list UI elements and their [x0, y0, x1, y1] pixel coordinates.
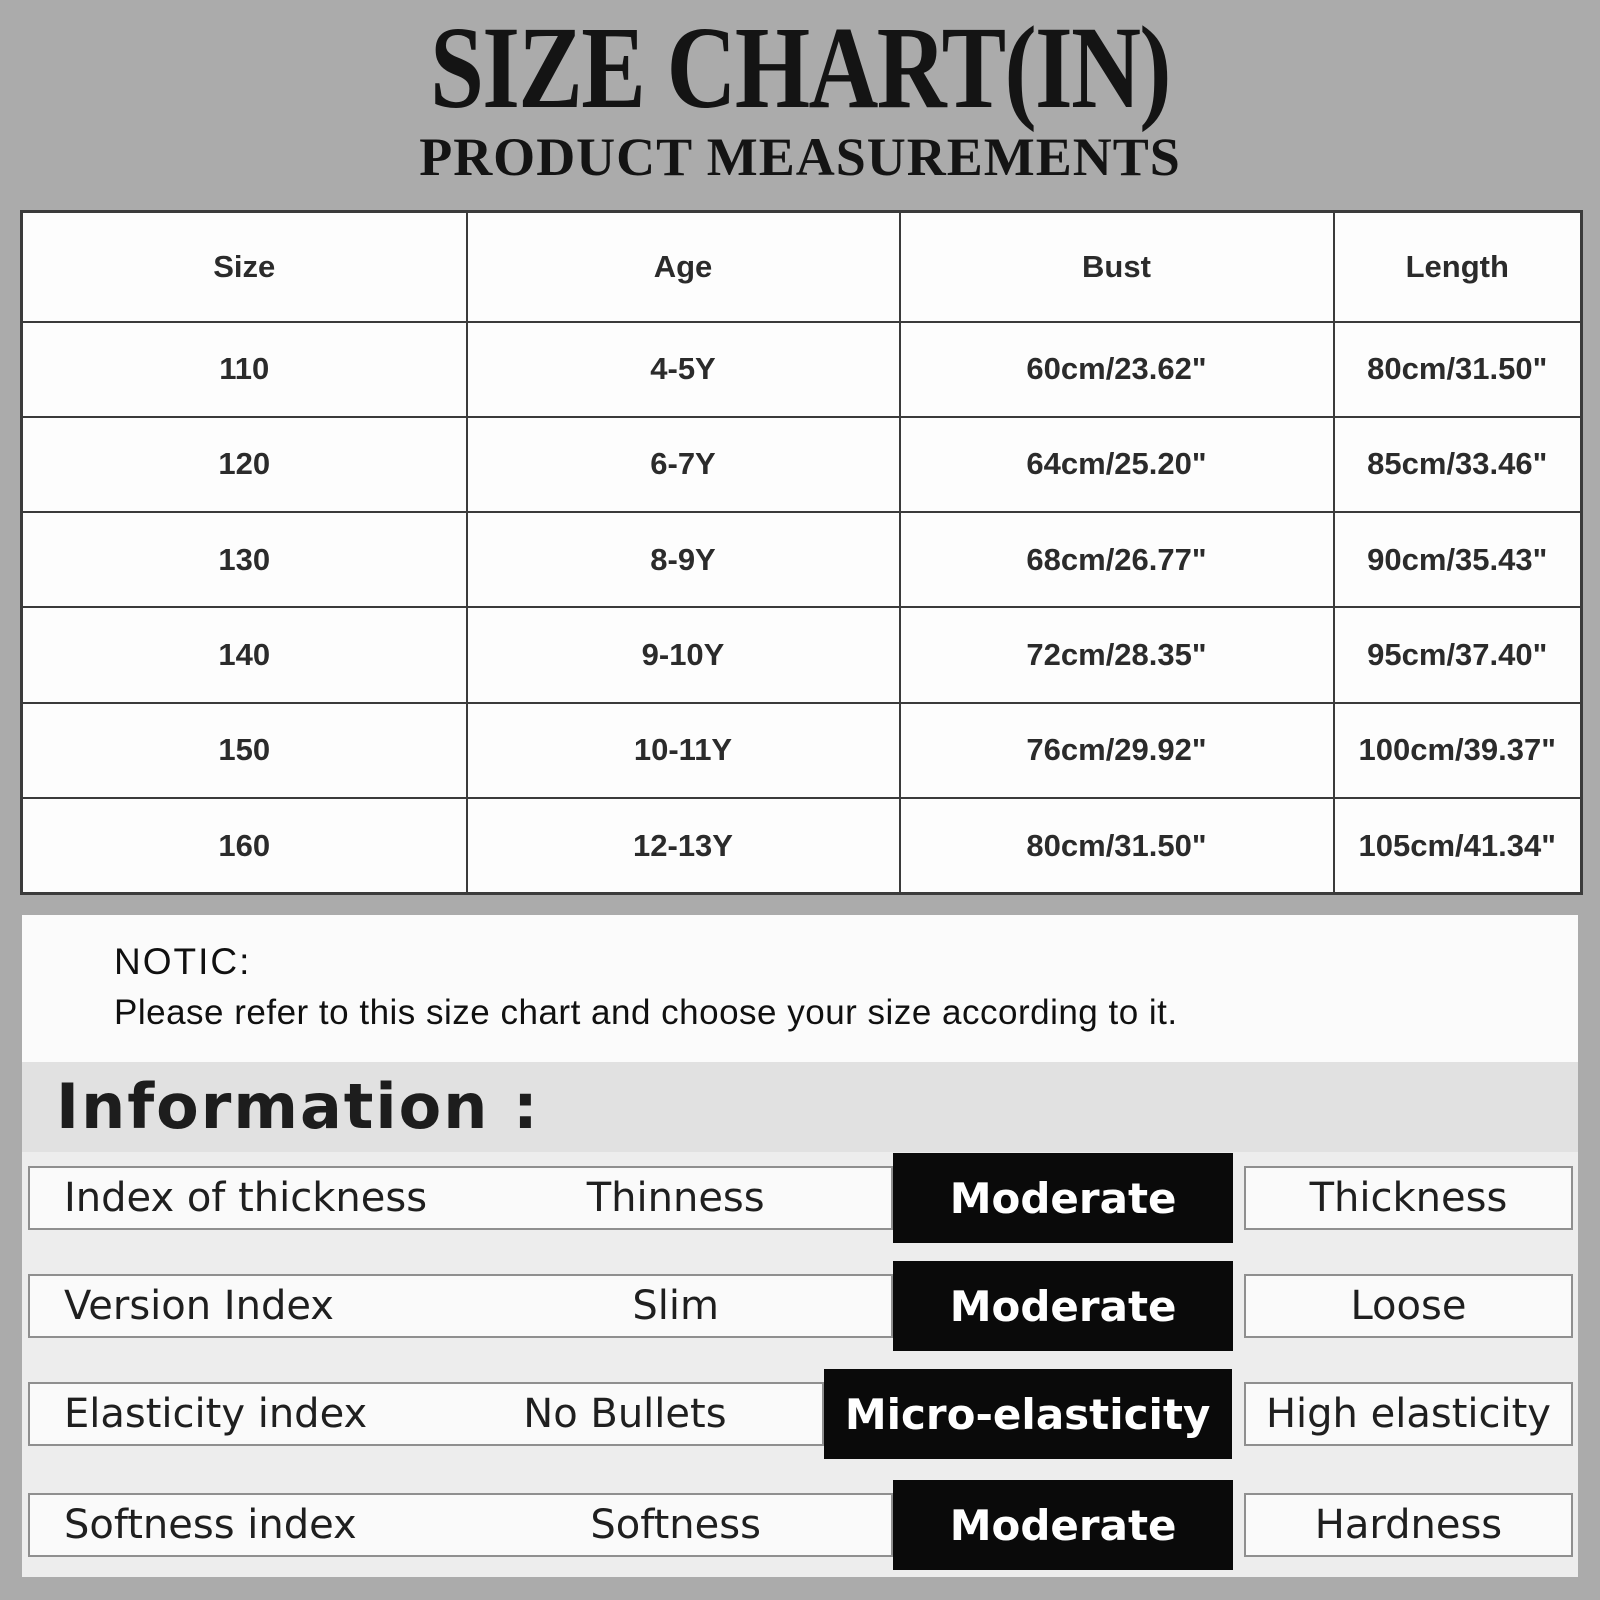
cell-age: 10-11Y — [467, 703, 900, 798]
cell-size: 160 — [22, 798, 467, 893]
cell-length: 90cm/35.43" — [1334, 512, 1582, 607]
cell-bust: 80cm/31.50" — [900, 798, 1334, 893]
cell-bust: 64cm/25.20" — [900, 417, 1334, 512]
info-row-label: Elasticity index — [64, 1391, 368, 1437]
info-option-low: Slim — [632, 1283, 719, 1329]
info-row-thickness — [28, 1166, 1573, 1230]
info-row-elasticity — [28, 1382, 1573, 1446]
cell-age: 6-7Y — [467, 417, 900, 512]
cell-bust: 76cm/29.92" — [900, 703, 1334, 798]
table-row — [22, 798, 1582, 893]
info-option-selected: Moderate — [893, 1153, 1233, 1243]
column-header-length: Length — [1334, 212, 1582, 322]
info-option-selected: Moderate — [893, 1480, 1233, 1570]
size-chart-table — [20, 210, 1583, 895]
info-option-low: Softness — [590, 1502, 761, 1548]
info-option-low: Thinness — [586, 1175, 765, 1221]
info-row-bar — [28, 1493, 893, 1557]
notice-label: NOTIC: — [114, 941, 252, 982]
table-row — [22, 322, 1582, 417]
cell-length: 85cm/33.46" — [1334, 417, 1582, 512]
notice-and-information-panel — [22, 915, 1578, 1577]
info-option-high: Hardness — [1244, 1493, 1573, 1557]
page-title: SIZE CHART(IN) — [430, 2, 1170, 133]
column-header-size: Size — [22, 212, 467, 322]
table-row — [22, 703, 1582, 798]
column-header-bust: Bust — [900, 212, 1334, 322]
info-option-high: Loose — [1244, 1274, 1573, 1338]
cell-size: 110 — [22, 322, 467, 417]
cell-length: 100cm/39.37" — [1334, 703, 1582, 798]
cell-length: 80cm/31.50" — [1334, 322, 1582, 417]
info-option-high: Thickness — [1244, 1166, 1573, 1230]
cell-age: 4-5Y — [467, 322, 900, 417]
column-header-age: Age — [467, 212, 900, 322]
info-option-high: High elasticity — [1244, 1382, 1573, 1446]
cell-size: 150 — [22, 703, 467, 798]
cell-length: 95cm/37.40" — [1334, 607, 1582, 702]
cell-age: 9-10Y — [467, 607, 900, 702]
information-heading-band — [22, 1062, 1578, 1152]
notice-text: Please refer to this size chart and choose your size according to it. — [114, 993, 1178, 1032]
cell-length: 105cm/41.34" — [1334, 798, 1582, 893]
info-row-bar — [28, 1166, 893, 1230]
info-row-bar — [28, 1274, 893, 1338]
cell-size: 130 — [22, 512, 467, 607]
information-heading: Information : — [56, 1070, 540, 1143]
info-row-bar — [28, 1382, 824, 1446]
table-header-row — [22, 212, 1582, 322]
info-row-label: Index of thickness — [64, 1175, 428, 1221]
page-subtitle: PRODUCT MEASUREMENTS — [419, 127, 1181, 187]
cell-age: 12-13Y — [467, 798, 900, 893]
info-row-label: Softness index — [64, 1502, 357, 1548]
table-row — [22, 417, 1582, 512]
cell-bust: 68cm/26.77" — [900, 512, 1334, 607]
info-row-softness — [28, 1493, 1573, 1557]
cell-size: 120 — [22, 417, 467, 512]
cell-bust: 72cm/28.35" — [900, 607, 1334, 702]
cell-age: 8-9Y — [467, 512, 900, 607]
table-row — [22, 607, 1582, 702]
info-option-low: No Bullets — [523, 1391, 727, 1437]
info-row-version — [28, 1274, 1573, 1338]
info-option-selected: Micro-elasticity — [824, 1369, 1232, 1459]
info-option-selected: Moderate — [893, 1261, 1233, 1351]
title-block — [0, 0, 1600, 186]
info-row-label: Version Index — [64, 1283, 334, 1329]
cell-size: 140 — [22, 607, 467, 702]
table-row — [22, 512, 1582, 607]
cell-bust: 60cm/23.62" — [900, 322, 1334, 417]
